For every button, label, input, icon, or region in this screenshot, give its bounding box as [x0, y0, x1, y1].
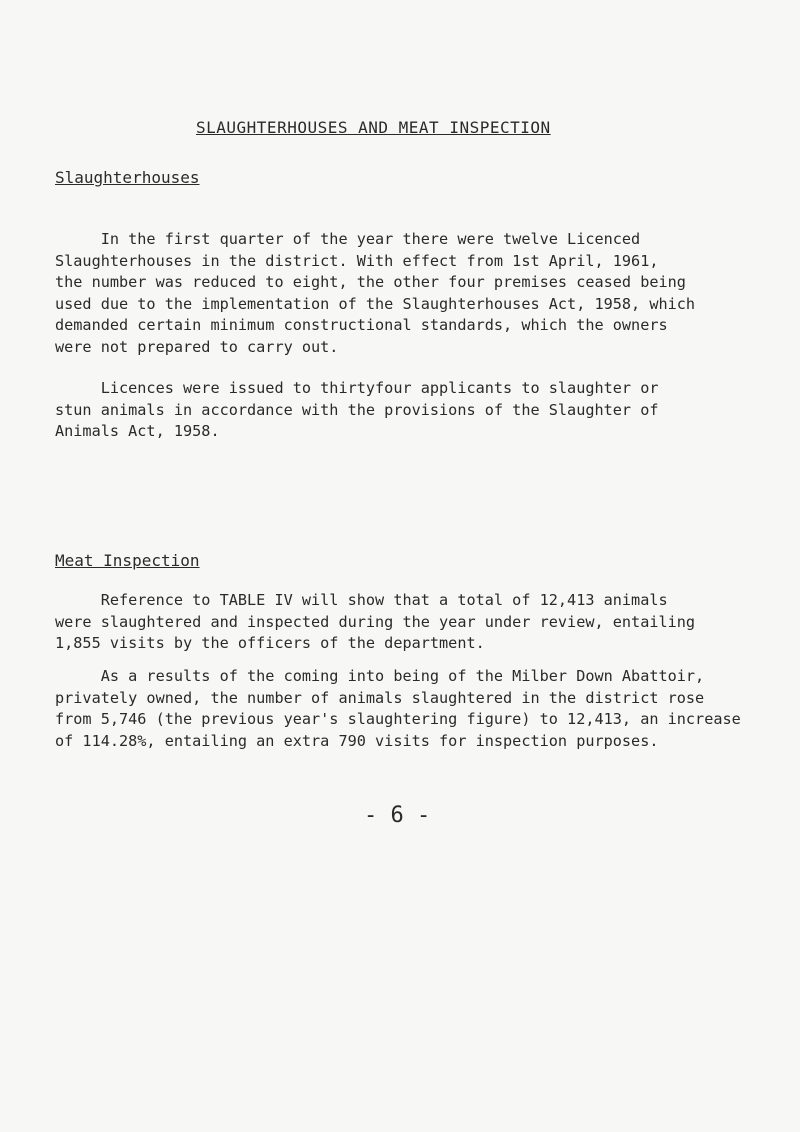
text-line: were slaughtered and inspected during the year under review, entailing: [55, 612, 696, 631]
section-heading-slaughterhouses: Slaughterhouses: [55, 168, 200, 187]
text-line: privately owned, the number of animals slaughtered in the district rose: [55, 688, 705, 707]
text-line: were not prepared to carry out.: [55, 337, 339, 356]
text-line: Slaughterhouses in the district. With effect from 1st April, 1961,: [55, 251, 659, 270]
text-line: Reference to TABLE IV will show that a total of 12,413 animals: [55, 591, 668, 609]
text-line: Animals Act, 1958.: [55, 422, 220, 440]
text-line: of 114.28%, entailing an extra 790 visits for inspection purposes.: [55, 731, 659, 750]
paragraph-slaughterhouses-1: [55, 229, 755, 358]
section-heading-meat-inspection: Meat Inspection: [55, 551, 200, 570]
text-line: demanded certain minimum constructional standards, which the owners: [55, 316, 668, 334]
text-line: used due to the implementation of the Slaughterhouses Act, 1958, which: [55, 294, 696, 313]
page-title: SLAUGHTERHOUSES AND MEAT INSPECTION: [196, 118, 551, 137]
paragraph-meat-inspection-2: [55, 666, 755, 752]
text-line: the number was reduced to eight, the other four premises ceased being: [55, 273, 686, 291]
text-line: from 5,746 (the previous year's slaughtering figure) to 12,413, an increase: [55, 710, 741, 728]
text-line: Licences were issued to thirtyfour applicants to slaughter or: [55, 379, 659, 397]
text-line: stun animals in accordance with the provisions of the Slaughter of: [55, 400, 659, 419]
paragraph-meat-inspection-1: [55, 590, 755, 655]
paragraph-slaughterhouses-2: [55, 378, 755, 443]
text-line: As a results of the coming into being of the Milber Down Abattoir,: [55, 667, 705, 685]
page-number: - 6 -: [364, 803, 431, 828]
text-line: In the first quarter of the year there were twelve Licenced: [55, 230, 641, 248]
text-line: 1,855 visits by the officers of the department.: [55, 634, 485, 652]
